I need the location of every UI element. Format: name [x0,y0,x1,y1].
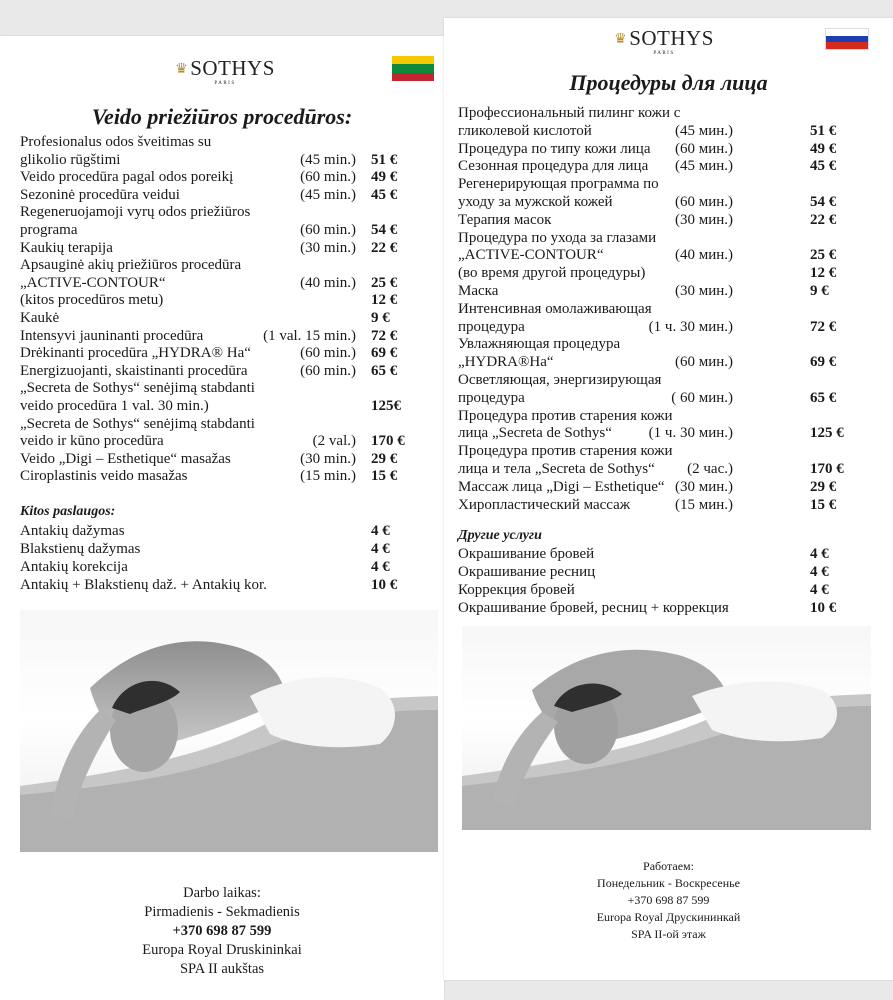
procedure-name: „HYDRA®Ha“ [458,354,554,371]
location: Europa Royal Druskininkai [142,942,302,958]
procedure-row [20,327,430,345]
page-title: Veido priežiūros procedūros: [91,104,353,129]
procedure-price: 4 € [810,564,829,580]
procedure-row [458,371,878,389]
service-row [20,522,430,540]
lithuanian-price-list [0,36,444,1000]
procedure-price: 125 € [810,425,844,442]
procedure-duration: (45 min.) [300,151,356,168]
procedure-name: veido procedūra 1 val. 30 min.) [20,398,209,414]
procedure-price: 51 € [810,122,837,139]
procedure-price: 49 € [371,169,398,186]
service-row [20,576,430,594]
procedure-name: veido ir kūno procedūra [20,433,164,450]
procedure-row [20,379,430,397]
procedure-duration: (60 мин.) [674,354,733,371]
procedure-duration: (60 min.) [300,222,356,238]
procedure-price: 25 € [810,247,837,264]
procedure-price: 10 € [810,600,837,616]
woman-photo [20,610,438,852]
procedure-row [20,362,430,380]
procedure-duration: (45 мин.) [674,158,733,175]
procedure-name: Intensyvi jauninanti procedūra [20,327,204,344]
procedure-duration: (60 мин.) [674,194,733,210]
floor: SPA II-ой этаж [631,927,706,941]
procedure-name: Veido procedūra pagal odos poreikį [20,169,234,186]
procedure-duration: (1 ч. 30 мин.) [648,318,733,335]
hours-label: Darbo laikas: [183,885,261,901]
procedure-row [458,104,878,122]
procedure-price: 69 € [371,345,398,362]
procedure-name: Veido „Digi – Esthetique“ masažas [20,450,231,467]
procedure-name: glikolio rūgštimi [20,151,121,168]
procedure-name: „ACTIVE-CONTOUR“ [20,274,166,291]
procedure-price: 54 € [810,194,837,210]
procedure-row [458,229,878,247]
procedure-price: 65 € [371,362,398,379]
procedure-price: 10 € [371,577,398,593]
procedure-row [20,397,430,415]
procedure-price: 69 € [810,354,837,371]
procedure-name: Процедура против старения кожи [458,407,673,424]
procedure-row [458,478,878,496]
procedure-price: 170 € [810,461,844,477]
procedure-duration: (60 min.) [300,345,356,362]
service-row [458,599,878,617]
procedure-row [458,424,878,442]
procedure-price: 72 € [371,327,398,344]
procedure-price: 29 € [810,478,837,495]
procedure-price: 51 € [371,151,398,168]
opening-hours [444,858,893,943]
procedure-name: Ciroplastinis veido masažas [20,468,188,485]
procedure-name: процедура [458,318,525,335]
procedure-row [458,442,878,460]
procedure-duration: (60 мин.) [674,140,733,157]
procedure-row [20,344,430,362]
procedure-name: Regeneruojamoji vyrų odos priežiūros [20,204,251,221]
procedure-row [20,309,430,327]
russian-price-list [444,18,893,980]
procedure-duration: (1 ч. 30 мин.) [648,425,733,442]
procedure-row [458,300,878,318]
procedure-price: 22 € [810,211,837,228]
procedure-name: Blakstienų dažymas [20,541,141,557]
service-row [458,545,878,563]
procedure-duration: (30 мин.) [674,478,733,495]
procedure-name: Интенсивная омолаживающая [458,300,652,317]
procedure-row [20,432,430,450]
procedure-name: Окрашивание бровей, ресниц + коррекция [458,600,729,616]
procedure-duration: (15 мин.) [674,496,733,513]
procedure-name: уходу за мужской кожей [458,194,613,210]
procedure-name: Kaukių terapija [20,239,113,256]
procedure-name: лица „Secreta de Sothys“ [458,425,612,442]
phone-number[interactable]: +370 698 87 599 [172,923,272,939]
crown-icon: ♛ [175,62,189,77]
procedure-name: (kitos procedūros metu) [20,292,164,309]
procedure-row [458,335,878,353]
hours-label: Работаем: [643,859,694,873]
procedure-name: Коррекция бровей [458,582,575,598]
procedure-price: 125€ [371,398,401,414]
service-row [458,563,878,581]
procedure-price: 49 € [810,140,837,157]
procedure-name: Sezoninė procedūra veidui [20,186,180,203]
procedure-duration: ( 60 мин.) [671,389,733,406]
procedure-duration: (40 min.) [300,274,356,291]
procedure-row [458,140,878,158]
procedure-row [20,450,430,468]
procedure-price: 4 € [371,523,390,539]
procedure-duration: (30 мин.) [674,211,733,228]
procedure-row [20,221,430,239]
procedure-price: 4 € [810,582,829,598]
location: Europa Royal Друскининкай [596,910,741,924]
procedure-row [20,291,430,309]
procedure-name: Drėkinanti procedūra „HYDRA® Ha“ [20,345,251,362]
procedure-name: Antakių dažymas [20,523,125,539]
procedure-row [458,282,878,300]
procedure-row [458,246,878,264]
procedure-name: Процедура по ухода за глазами [458,229,657,246]
procedure-name: Хиропластический массаж [458,496,631,513]
procedure-row [20,467,430,485]
floor: SPA II aukštas [179,961,265,977]
sothys-logo: ♛SOTHYS PARIS [614,26,714,56]
procedure-price: 4 € [371,541,390,557]
procedure-row [458,175,878,193]
procedure-duration: (60 min.) [300,362,356,379]
procedure-name: Energizuojanti, skaistinanti procedūra [20,362,248,379]
procedure-row [20,256,430,274]
procedure-name: „Secreta de Sothys“ senėjimą stabdanti [20,380,255,397]
other-services-heading: Другие услуги [458,528,542,543]
procedure-price: 170 € [371,433,405,450]
service-row [20,558,430,576]
procedure-price: 12 € [371,292,398,309]
procedure-row [458,193,878,211]
procedure-row [458,211,878,229]
procedure-price: 54 € [371,222,398,238]
procedure-name: „Secreta de Sothys“ senėjimą stabdanti [20,415,255,432]
procedure-price: 65 € [810,389,837,406]
procedure-price: 9 € [810,283,829,299]
procedure-duration: (30 min.) [300,239,356,256]
procedure-price: 25 € [371,274,398,291]
procedure-row [458,157,878,175]
procedure-row [458,496,878,514]
working-days: Понедельник - Воскресенье [597,876,740,890]
procedure-price: 45 € [810,158,837,175]
procedure-price: 22 € [371,239,398,256]
procedure-name: Apsauginė akių priežiūros procedūra [20,257,242,274]
procedure-duration: (60 min.) [300,169,356,186]
procedure-name: Сезонная процедура для лица [458,158,649,175]
procedure-duration: (30 min.) [300,450,356,467]
procedure-price: 15 € [371,468,398,485]
procedure-row [20,151,430,169]
woman-photo [462,626,871,830]
service-row [458,581,878,599]
procedure-row [458,122,878,140]
procedure-price: 29 € [371,450,398,467]
procedure-name: Окрашивание ресниц [458,564,596,580]
procedure-name: Окрашивание бровей [458,546,595,562]
procedure-name: Процедура против старения кожи [458,443,673,460]
procedure-row [20,274,430,292]
procedure-duration: (1 val. 15 min.) [263,327,356,344]
procedure-name: Процедура по типу кожи лица [458,140,651,157]
procedure-row [458,389,878,407]
procedure-duration: (45 min.) [300,186,356,203]
procedure-name: Профессиональный пилинг кожи с [458,105,681,121]
procedure-price: 4 € [371,559,390,575]
procedure-duration: (30 мин.) [674,283,733,299]
procedure-name: „ACTIVE-CONTOUR“ [458,247,604,264]
procedure-duration: (15 min.) [300,468,356,485]
working-days: Pirmadienis - Sekmadienis [144,904,300,920]
procedure-name: гликолевой кислотой [458,122,592,139]
procedure-row [20,415,430,433]
opening-hours [0,884,444,979]
page-title: Процедуры для лица [569,70,768,95]
other-services-heading: Kitos paslaugos: [20,504,116,519]
procedure-duration: (2 val.) [312,433,356,450]
procedure-name: Терапия масок [458,211,552,228]
procedure-row [458,318,878,336]
procedure-name: Массаж лица „Digi – Esthetique“ [458,478,665,495]
procedure-price: 45 € [371,186,398,203]
procedure-name: лица и тела „Secreta de Sothys“ [458,461,655,477]
procedure-row [20,203,430,221]
procedure-name: процедура [458,389,525,406]
procedure-price: 4 € [810,546,829,562]
procedure-name: Осветляющая, энергизирующая [458,372,662,388]
service-row [20,540,430,558]
procedure-name: Маска [458,283,499,299]
procedure-name: (во время другой процедуры) [458,265,646,282]
procedure-price: 72 € [810,318,837,335]
procedure-duration: (40 мин.) [674,247,733,264]
procedure-name: Antakių + Blakstienų daž. + Antakių kor. [20,577,267,593]
procedure-row [458,264,878,282]
phone-number[interactable]: +370 698 87 599 [627,893,710,907]
russia-flag-icon [825,28,869,50]
procedure-price: 9 € [371,310,390,326]
procedure-row [20,186,430,204]
procedure-row [20,133,430,151]
procedure-price: 12 € [810,265,837,282]
procedure-name: Profesionalus odos šveitimas su [20,134,212,150]
procedure-name: Регенерирующая программа по [458,176,659,193]
procedure-row [458,460,878,478]
procedure-duration: (45 мин.) [674,122,733,139]
procedure-name: Kaukė [20,310,60,326]
procedure-name: Увлажняющая процедура [458,336,621,353]
procedure-row [458,353,878,371]
procedure-duration: (2 час.) [687,461,733,477]
procedure-price: 15 € [810,496,837,513]
sothys-logo: ♛SOTHYS PARIS [175,56,275,86]
procedure-name: Antakių korekcija [20,559,128,575]
procedure-row [458,407,878,425]
procedure-name: programa [20,222,78,238]
crown-icon: ♛ [614,32,628,47]
lithuania-flag-icon [392,56,434,81]
procedure-row [20,239,430,257]
procedure-row [20,168,430,186]
